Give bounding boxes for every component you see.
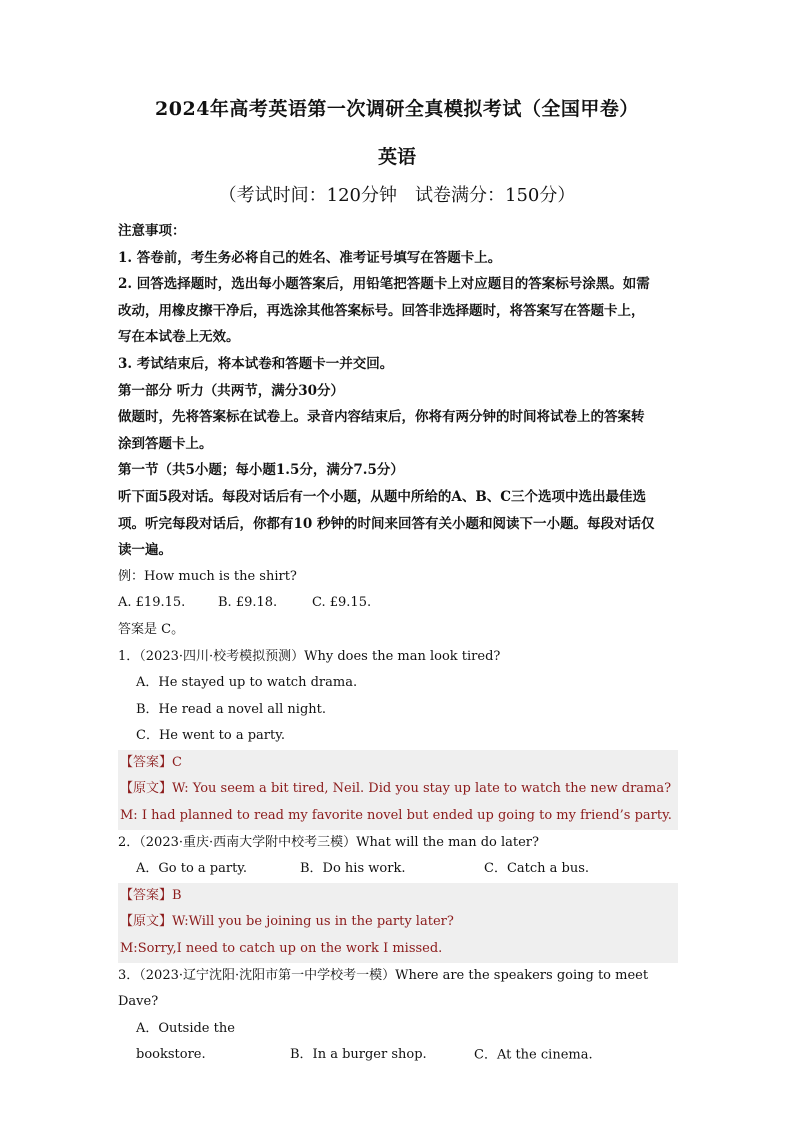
answer-tag: 【答案】 <box>120 887 173 903</box>
subject-title: 英语 <box>377 146 416 168</box>
question-option: A．Go to a party. <box>136 861 248 877</box>
question-option: B．Do his work. <box>300 861 406 877</box>
question-option: A．He stayed up to watch drama. <box>136 675 358 691</box>
section1-instruction: 听下面5段对话。每段对话后有一个小题，从题中所给的A、B、C三个选项中选出最佳选 <box>118 488 647 505</box>
part1-instruction: 做题时，先将答案标在试卷上。录音内容结束后，你将有两分钟的时间将试卷上的答案转 <box>118 409 645 426</box>
example-option: B. £9.18. <box>218 595 278 611</box>
exam-title: 2024年高考英语第一次调研全真模拟考试（全国甲卷） <box>155 98 639 120</box>
question-option: C．He went to a party. <box>136 728 285 744</box>
answer-value: B <box>172 887 182 903</box>
example-option: A. £19.15. <box>118 595 186 611</box>
script-line: M: I had planned to read my favorite novel but ended up going to my friend’s party. <box>118 803 678 830</box>
question-option: B．He read a novel all night. <box>136 701 327 717</box>
question-stem: 1．（2023·四川·校考模拟预测）Why does the man look tired? <box>118 648 501 664</box>
notice-item: 1. 答卷前，考生务必将自己的姓名、准考证号填写在答题卡上。 <box>118 249 502 266</box>
notice-item: 改动，用橡皮擦干净后，再选涂其他答案标号。回答非选择题时，将答案写在答题卡上， <box>118 302 645 319</box>
script-line <box>118 909 678 936</box>
notice-item: 2. 回答选择题时，选出每小题答案后，用铅笔把答题卡上对应题目的答案标号涂黑。如需 <box>118 276 650 293</box>
question-option: C．Catch a bus. <box>484 861 590 877</box>
question-option: B．In a burger shop. <box>290 1047 427 1063</box>
answer-line <box>118 750 678 777</box>
part1-heading: 第一部分 听力（共两节，满分30分） <box>118 382 344 399</box>
answer-value: C <box>172 754 182 770</box>
section1-instruction: 项。听完每段对话后，你都有10 秒钟的时间来回答有关小题和阅读下一小题。每段对话仅 <box>118 515 655 532</box>
notice-item: 写在本试卷上无效。 <box>118 329 240 346</box>
section1-heading: 第一节（共5小题；每小题1.5分，满分7.5分） <box>118 462 404 479</box>
script-text: W:Will you be joining us in the party later? <box>172 914 454 930</box>
notice-heading: 注意事项： <box>118 223 186 239</box>
example-options <box>118 590 678 617</box>
script-line: M:Sorry,I need to catch up on the work I missed. <box>118 936 678 963</box>
script-text: W: You seem a bit tired, Neil. Did you stay up late to watch the new drama? <box>172 781 672 797</box>
section1-instruction: 读一遍。 <box>118 542 172 559</box>
question-options-row <box>118 1016 678 1069</box>
question-option: A．Outside the bookstore. <box>136 1020 235 1063</box>
question-stem: 3．（2023·辽宁沈阳·沈阳市第一中学校考一模）Where are the speakers going to meet Dave? <box>118 967 649 1010</box>
script-line <box>118 776 678 803</box>
question-options-row <box>118 856 678 883</box>
exam-content <box>118 218 678 1069</box>
example-option: C. £9.15. <box>312 595 372 611</box>
answer-tag: 【答案】 <box>120 754 173 770</box>
script-tag: 【原文】 <box>120 781 173 797</box>
exam-time-note: （考试时间：120分钟 试卷满分：150分） <box>218 185 576 206</box>
question-stem: 2．（2023·重庆·西南大学附中校考三模）What will the man do later? <box>118 834 539 850</box>
example-question: 例：How much is the shirt? <box>118 568 297 584</box>
example-answer: 答案是 C。 <box>118 621 185 637</box>
answer-line <box>118 883 678 910</box>
script-tag: 【原文】 <box>120 914 173 930</box>
question-option: C．At the cinema. <box>474 1047 593 1063</box>
part1-instruction: 涂到答题卡上。 <box>118 435 213 452</box>
notice-item: 3. 考试结束后，将本试卷和答题卡一并交回。 <box>118 355 394 372</box>
